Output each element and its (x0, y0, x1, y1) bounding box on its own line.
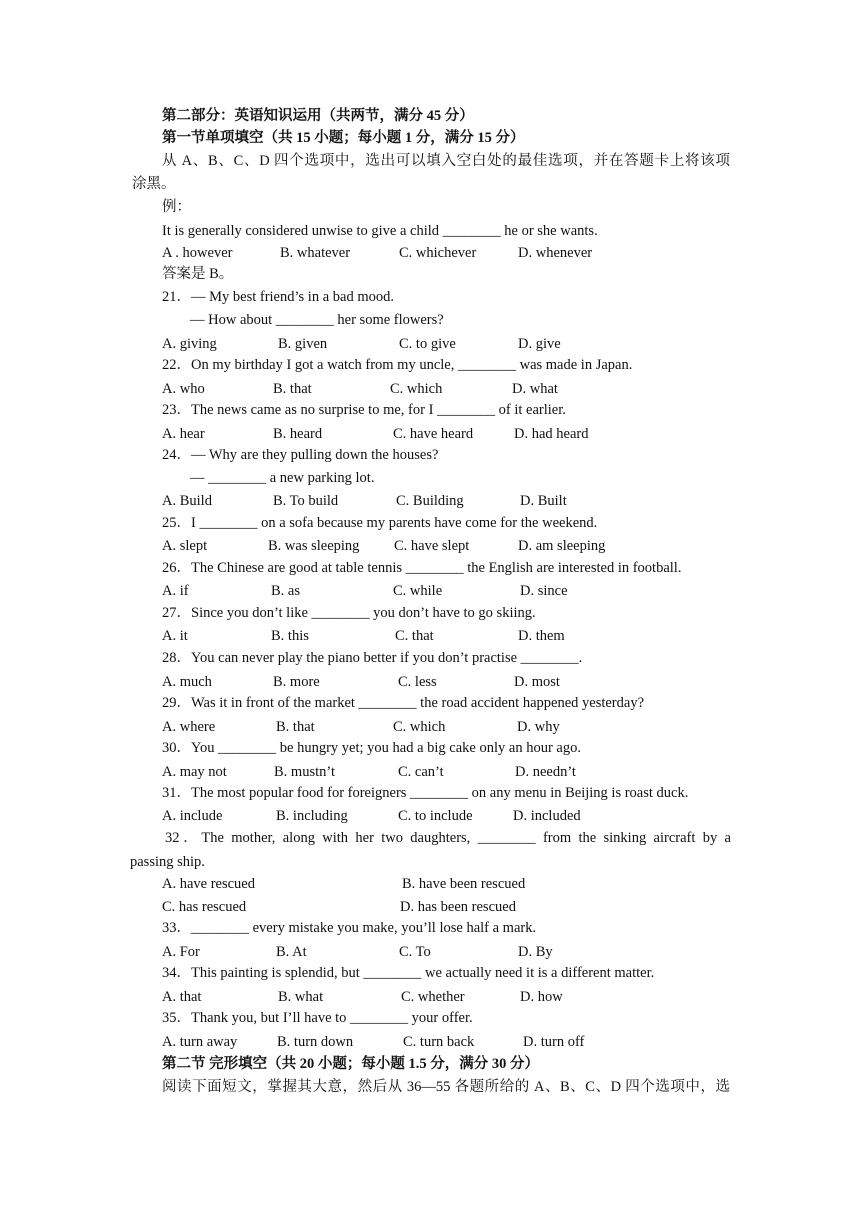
question-28-stem: 28．You can never play the piano better if you don’t practise ________. (162, 650, 583, 666)
question-32-option-c: C. has rescued (162, 899, 247, 915)
question-27-option-d: D. them (518, 628, 565, 644)
question-26-option-d: D. since (520, 583, 568, 599)
question-31-option-b: B. including (276, 808, 348, 824)
question-31-option-a: A. include (162, 808, 223, 824)
question-29-option-b: B. that (276, 719, 315, 735)
question-34-option-c: C. whether (401, 989, 465, 1005)
question-31-option-c: C. to include (398, 808, 473, 824)
question-35-option-b: B. turn down (277, 1034, 354, 1050)
question-30-stem: 30．You ________ be hungry yet; you had a big cake only an hour ago. (162, 740, 581, 756)
question-22-option-a: A. who (162, 381, 205, 397)
question-24-option-d: D. Built (520, 493, 567, 509)
question-34-option-b: B. what (278, 989, 324, 1005)
question-29-option-a: A. where (162, 719, 216, 735)
question-35-option-a: A. turn away (162, 1034, 238, 1050)
section2-heading: 第二节 完形填空（共 20 小题；每小题 1.5 分，满分 30 分） (162, 1056, 539, 1072)
question-28-option-b: B. more (273, 674, 320, 690)
question-25-option-a: A. slept (162, 538, 208, 554)
question-27-option-a: A. it (162, 628, 188, 644)
question-32-stem-2: passing ship. (130, 854, 205, 870)
question-30-option-a: A. may not (162, 764, 227, 780)
example-answer: 答案是 B。 (162, 266, 234, 282)
question-21-option-d: D. give (518, 336, 561, 352)
question-28-option-c: C. less (398, 674, 437, 690)
question-23-option-d: D. had heard (514, 426, 589, 442)
question-27-stem: 27．Since you don’t like ________ you don’t have to go skiing. (162, 605, 536, 621)
question-32-option-b: B. have been rescued (402, 876, 526, 892)
question-25-option-c: C. have slept (394, 538, 470, 554)
question-25-option-b: B. was sleeping (268, 538, 360, 554)
question-24-stem-2: — ________ a new parking lot. (190, 470, 375, 486)
question-21-option-a: A. giving (162, 336, 217, 352)
question-24-stem: 24．— Why are they pulling down the houses? (162, 447, 439, 463)
question-26-option-c: C. while (393, 583, 443, 599)
section1-heading: 第一节单项填空（共 15 小题；每小题 1 分，满分 15 分） (162, 130, 525, 146)
question-34-stem: 34．This painting is splendid, but ________ we actually need it is a different matter. (162, 965, 655, 981)
question-23-option-b: B. heard (273, 426, 323, 442)
question-34-option-d: D. how (520, 989, 563, 1005)
cloze-instructions: 阅读下面短文，掌握其大意，然后从 36—55 各题所给的 A、B、C、D 四个选项中，选 (162, 1079, 730, 1095)
instructions-line-2: 涂黑。 (132, 176, 176, 192)
question-34-option-a: A. that (162, 989, 202, 1005)
question-35-option-d: D. turn off (523, 1034, 585, 1050)
question-26-stem: 26．The Chinese are good at table tennis ________ the English are interested in football. (162, 560, 682, 576)
question-21-option-b: B. given (278, 336, 328, 352)
question-26-option-b: B. as (271, 583, 300, 599)
question-27-option-c: C. that (395, 628, 434, 644)
question-32-stem: 32．The mother, along with her two daughters, ________ from the sinking aircraft by a (165, 830, 731, 846)
question-23-stem: 23．The news came as no surprise to me, for I ________ of it earlier. (162, 402, 566, 418)
question-33-option-b: B. At (276, 944, 307, 960)
question-21-option-c: C. to give (399, 336, 456, 352)
example-option-a: A . however (162, 245, 233, 261)
example-question: It is generally considered unwise to give a child ________ he or she wants. (162, 223, 598, 239)
question-28-option-d: D. most (514, 674, 560, 690)
question-30-option-c: C. can’t (398, 764, 444, 780)
question-32-option-a: A. have rescued (162, 876, 255, 892)
part2-heading: 第二部分：英语知识运用（共两节，满分 45 分） (162, 108, 474, 124)
question-24-option-a: A. Build (162, 493, 212, 509)
question-29-option-d: D. why (517, 719, 560, 735)
question-22-option-c: C. which (390, 381, 443, 397)
instructions-line-1: 从 A、B、C、D 四个选项中，选出可以填入空白处的最佳选项，并在答题卡上将该项 (162, 153, 730, 169)
example-option-c: C. whichever (399, 245, 477, 261)
question-30-option-d: D. needn’t (515, 764, 576, 780)
question-21-stem-2: — How about ________ her some flowers? (190, 312, 444, 328)
question-35-stem: 35．Thank you, but I’ll have to ________ your offer. (162, 1010, 473, 1026)
question-23-option-a: A. hear (162, 426, 205, 442)
question-24-option-b: B. To build (273, 493, 339, 509)
question-21-stem: 21．— My best friend’s in a bad mood. (162, 289, 394, 305)
question-22-option-b: B. that (273, 381, 312, 397)
question-27-option-b: B. this (271, 628, 309, 644)
question-32-option-d: D. has been rescued (400, 899, 516, 915)
question-29-stem: 29．Was it in front of the market ________ the road accident happened yesterday? (162, 695, 645, 711)
example-label: 例： (162, 199, 191, 215)
question-30-option-b: B. mustn’t (274, 764, 335, 780)
question-25-stem: 25．I ________ on a sofa because my parents have come for the weekend. (162, 515, 598, 531)
question-22-option-d: D. what (512, 381, 558, 397)
question-33-option-d: D. By (518, 944, 553, 960)
question-26-option-a: A. if (162, 583, 189, 599)
question-25-option-d: D. am sleeping (518, 538, 606, 554)
question-33-option-c: C. To (399, 944, 431, 960)
question-22-stem: 22．On my birthday I got a watch from my uncle, ________ was made in Japan. (162, 357, 633, 373)
question-33-option-a: A. For (162, 944, 200, 960)
question-31-option-d: D. included (513, 808, 581, 824)
question-33-stem: 33．________ every mistake you make, you’ll lose half a mark. (162, 920, 537, 936)
question-28-option-a: A. much (162, 674, 212, 690)
question-35-option-c: C. turn back (403, 1034, 475, 1050)
question-23-option-c: C. have heard (393, 426, 474, 442)
question-31-stem: 31．The most popular food for foreigners ________ on any menu in Beijing is roast duck. (162, 785, 689, 801)
question-24-option-c: C. Building (396, 493, 464, 509)
example-option-d: D. whenever (518, 245, 593, 261)
example-option-b: B. whatever (280, 245, 351, 261)
question-29-option-c: C. which (393, 719, 446, 735)
